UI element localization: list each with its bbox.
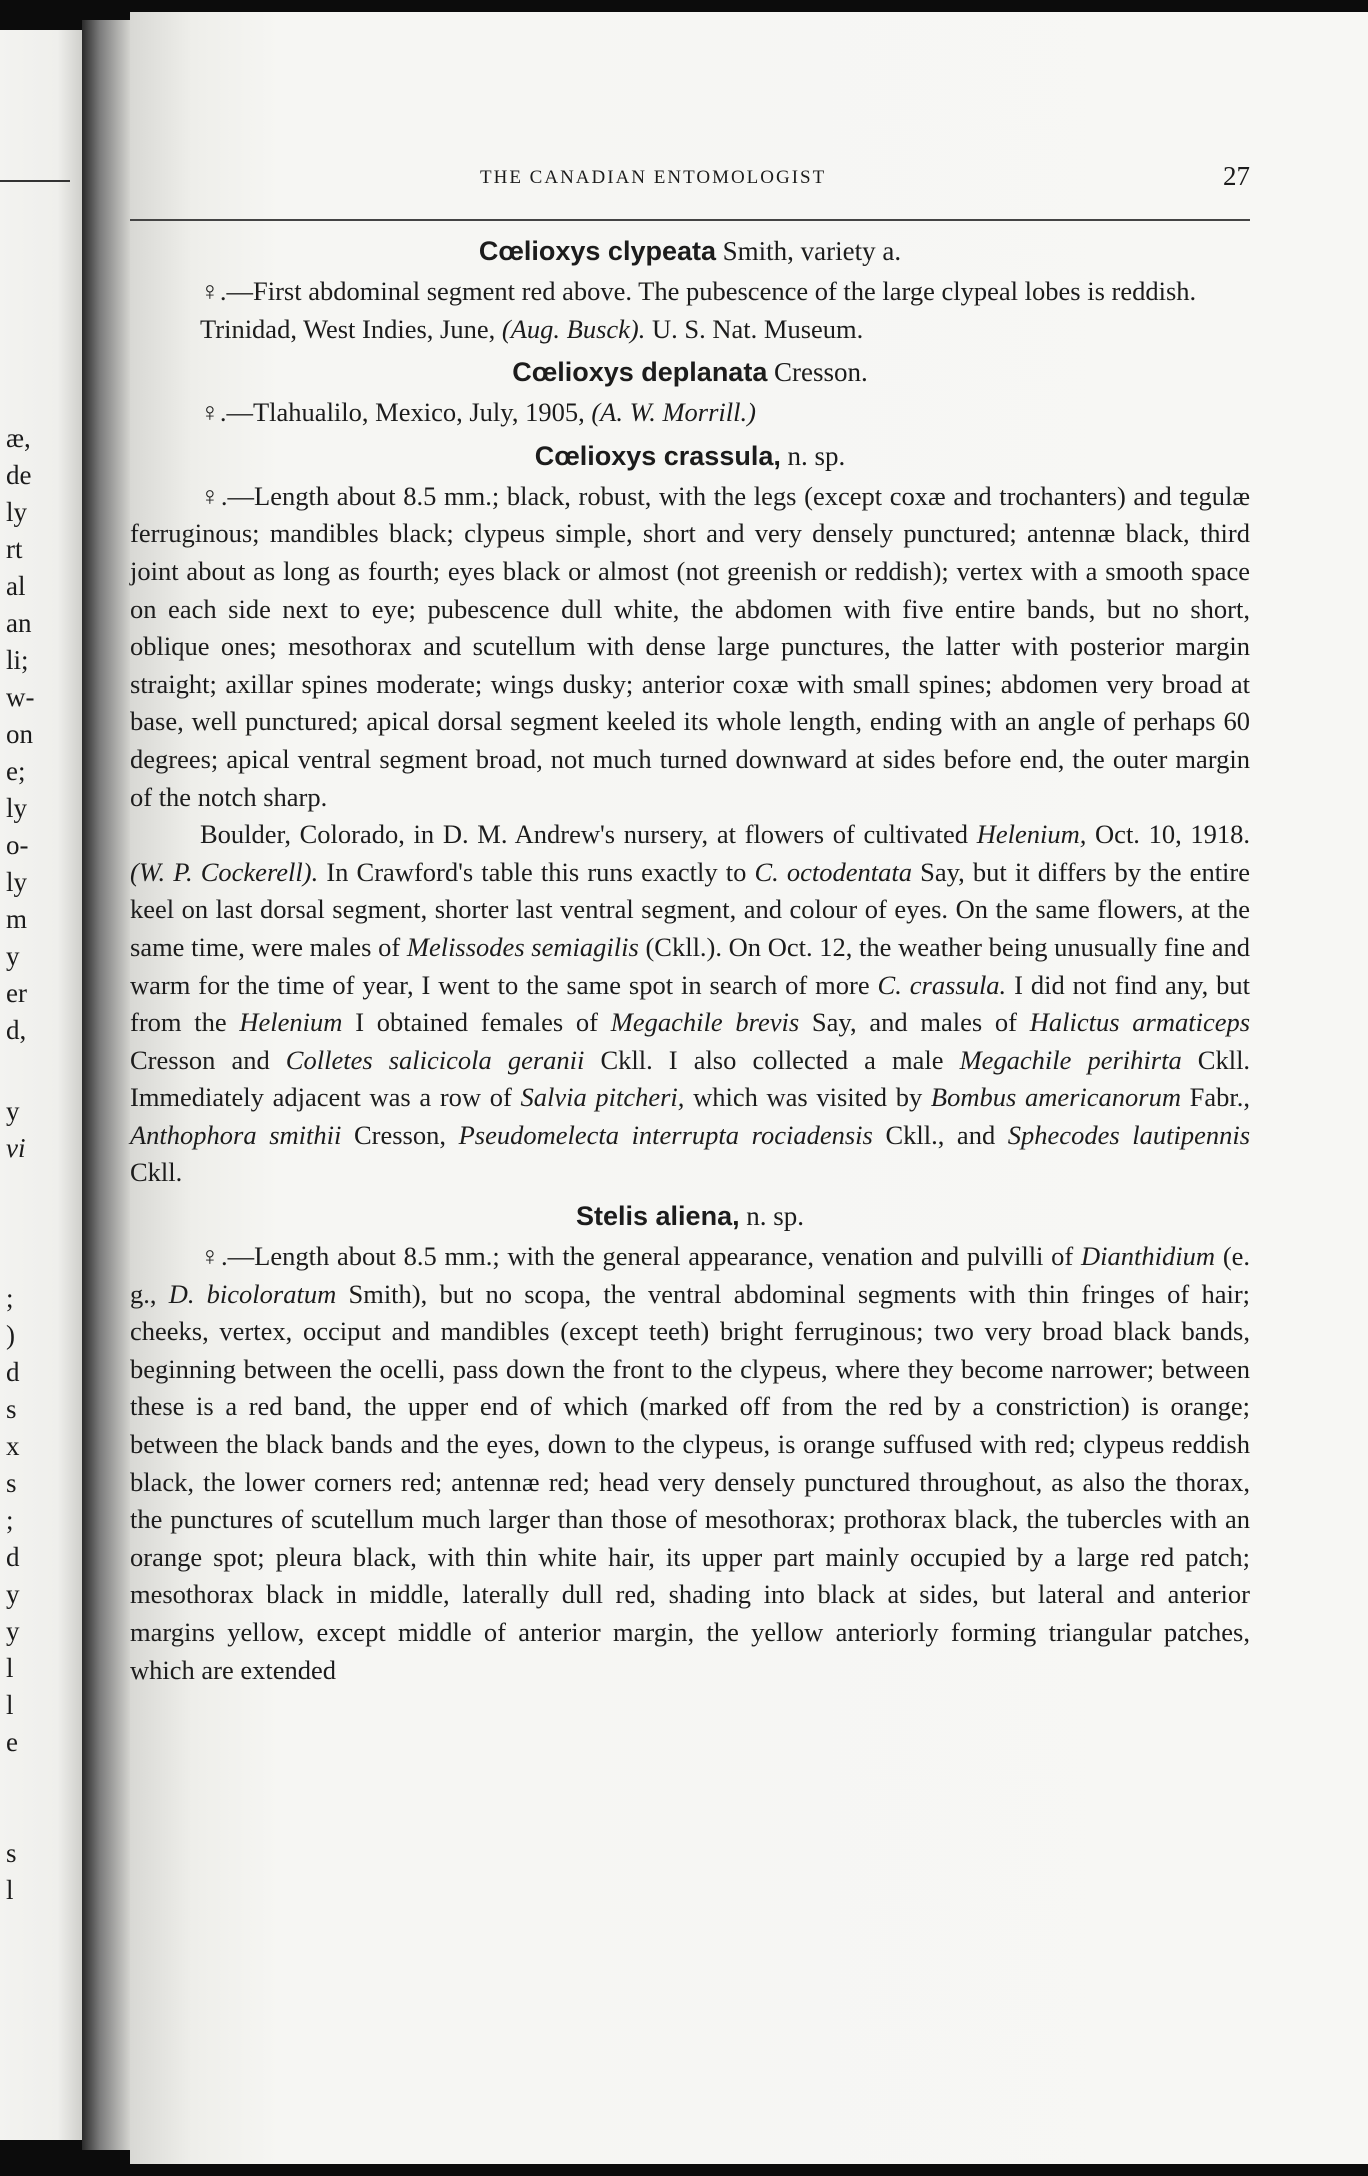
- species-heading-stelis: [130, 1196, 1250, 1236]
- article-body: [130, 227, 1250, 1689]
- species-heading-deplanata: [130, 352, 1250, 392]
- facing-page-fragment: e;: [6, 756, 26, 786]
- facing-page-fragment: l: [6, 1653, 14, 1683]
- facing-page-fragment: y: [6, 1579, 20, 1609]
- facing-page-fragment: w-: [6, 682, 35, 712]
- facing-page-fragment: e: [6, 1727, 18, 1757]
- repository: U. S. Nat. Museum.: [652, 313, 864, 344]
- facing-page-fragment: vi: [6, 1133, 26, 1163]
- facing-page-fragment: rt: [6, 534, 23, 564]
- facing-page-fragment: o-: [6, 830, 29, 860]
- description-paragraph: ♀.—Length about 8.5 mm.; black, robust, with the legs (except coxæ and trochanters) and tegulæ ferruginous; mandibles black; clypeus simple, short and very densely punctured; antennæ black, third joint about as long as fourth; eyes black or almost (not greenish or reddish); vertex with a smooth space on each side next to eye; pubescence dull white, the abdomen with five entire bands, but no short, oblique ones; mesothorax and scutellum with dense large punctures, the latter with posterior margin straight; axillar spines moderate; wings dusky; anterior coxæ with small spines; abdomen very broad at base, well punctured; apical dorsal segment keeled its whole length, ending with an angle of perhaps 60 degrees; apical ventral segment broad, not much turned downward at sides before end, the outer margin of the notch sharp.: [130, 480, 1250, 812]
- description-paragraph: ♀.—First abdominal segment red above. The pubescence of the large clypeal lobes is reddish.: [200, 276, 1197, 306]
- facing-page-fragment: d: [6, 1357, 20, 1387]
- facing-page-fragment: ly: [6, 867, 28, 897]
- facing-page-fragment: y: [6, 941, 20, 971]
- locality-paragraph: Trinidad, West Indies, June, (Aug. Busck). U. S. Nat. Museum.: [200, 313, 864, 344]
- facing-page-fragment: on: [6, 719, 33, 749]
- species-authority: n. sp.: [787, 440, 846, 471]
- header-rule: [130, 219, 1250, 221]
- facing-page-fragment: de: [6, 460, 32, 490]
- facing-page-fragment: ;: [6, 1505, 14, 1535]
- facing-page-fragment: an: [6, 608, 32, 638]
- running-title: THE CANADIAN ENTOMOLOGIST: [480, 167, 827, 188]
- notes-paragraph: Boulder, Colorado, in D. M. Andrew's nursery, at flowers of cultivated Helenium, Oct. 10, 1918. (W. P. Cockerell). In Crawford's table this runs exactly to C. octodentata Say, but it differs by the entire keel on last dorsal segment, shorter last ventral segment, and colour of eyes. On the same flowers, at the same time, were males of Melissodes semiagilis (Ckll.). On Oct. 12, the weather being unusually fine and warm for the time of year, I went to the same spot in search of more C. crassula. I did not find any, but from the Helenium I obtained females of Megachile brevis Say, and males of Halictus armaticeps Cresson and Colletes salicicola geranii Ckll. I also collected a male Megachile perihirta Ckll. Immediately adjacent was a row of Salvia pitcheri, which was visited by Bombus americanorum Fabr., Anthophora smithii Cresson, Pseudomelecta interrupta rociadensis Ckll., and Sphecodes lautipennis Ckll.: [130, 819, 1251, 1188]
- species-authority: n. sp.: [746, 1201, 804, 1232]
- collector: (A. W. Morrill.): [591, 397, 756, 428]
- species-heading-clypeata: [130, 231, 1250, 271]
- facing-page-fragment: æ,: [6, 423, 31, 453]
- facing-page-fragment: m: [6, 904, 28, 934]
- facing-page-fragment: s: [6, 1468, 17, 1498]
- species-name: Stelis aliena,: [576, 1201, 740, 1232]
- facing-page-fragment: l: [6, 1875, 14, 1905]
- facing-page-fragment: ly: [6, 497, 28, 527]
- facing-page-fragment: al: [6, 571, 26, 601]
- facing-page-fragment: y: [6, 1616, 20, 1646]
- species-name: Cœlioxys clypeata: [478, 236, 716, 266]
- page-number: 27: [1223, 161, 1250, 191]
- description-paragraph: ♀.—Length about 8.5 mm.; with the general appearance, venation and pulvilli of Dianthidium (e. g., D. bicoloratum Smith), but no scopa, the ventral abdominal segments with thin fringes of hair; cheeks, vertex, occiput and mandibles (except teeth) bright ferruginous; two very broad black bands, beginning between the ocelli, pass down the front to the clypeus, where they become narrower; between these is a red band, the upper end of which (marked off from the red by a constriction) is orange; between the black bands and the eyes, down to the clypeus, is orange suffused with red; clypeus reddish black, the lower corners red; antennæ red; head very densely punctured throughout, as also the thorax, the punctures of scutellum much larger than those of mesothorax; prothorax black, the tubercles with an orange spot; pleura black, with thin white hair, its upper part mainly occupied by a large red patch; mesothorax black in middle, laterally dull red, shading into black at sides, but lateral and anterior margins yellow, except middle of anterior margin, the yellow anteriorly forming triangular patches, which are extended: [130, 1241, 1251, 1685]
- facing-page-fragment: x: [6, 1431, 20, 1461]
- collector: (Aug. Busck).: [501, 313, 646, 344]
- journal-page: [130, 12, 1368, 2164]
- facing-page-fragment: ;: [6, 1283, 14, 1313]
- facing-page-fragment: y: [6, 1096, 20, 1126]
- facing-page-fragment: d: [6, 1542, 20, 1572]
- facing-page-fragment: er: [6, 978, 27, 1008]
- facing-page-fragment: li;: [6, 645, 29, 675]
- facing-page-fragment: l: [6, 1690, 14, 1720]
- facing-page-edge: [0, 30, 82, 2140]
- facing-page-rule: [0, 180, 70, 182]
- page-header: [130, 161, 1250, 201]
- species-authority: Smith, variety a.: [722, 236, 902, 266]
- species-name: Cœlioxys crassula,: [534, 440, 781, 471]
- facing-page-fragment: s: [6, 1394, 17, 1424]
- facing-page-fragment: ): [6, 1320, 15, 1350]
- facing-page-fragment: ly: [6, 793, 28, 823]
- facing-page-fragment: d,: [6, 1015, 27, 1045]
- record-paragraph: ♀.—Tlahualilo, Mexico, July, 1905, (A. W. Morrill.): [200, 397, 756, 428]
- species-name: Cœlioxys deplanata: [512, 357, 768, 388]
- facing-page-fragment: s: [6, 1838, 17, 1868]
- species-authority: Cresson.: [773, 357, 868, 388]
- species-heading-crassula: [130, 436, 1250, 476]
